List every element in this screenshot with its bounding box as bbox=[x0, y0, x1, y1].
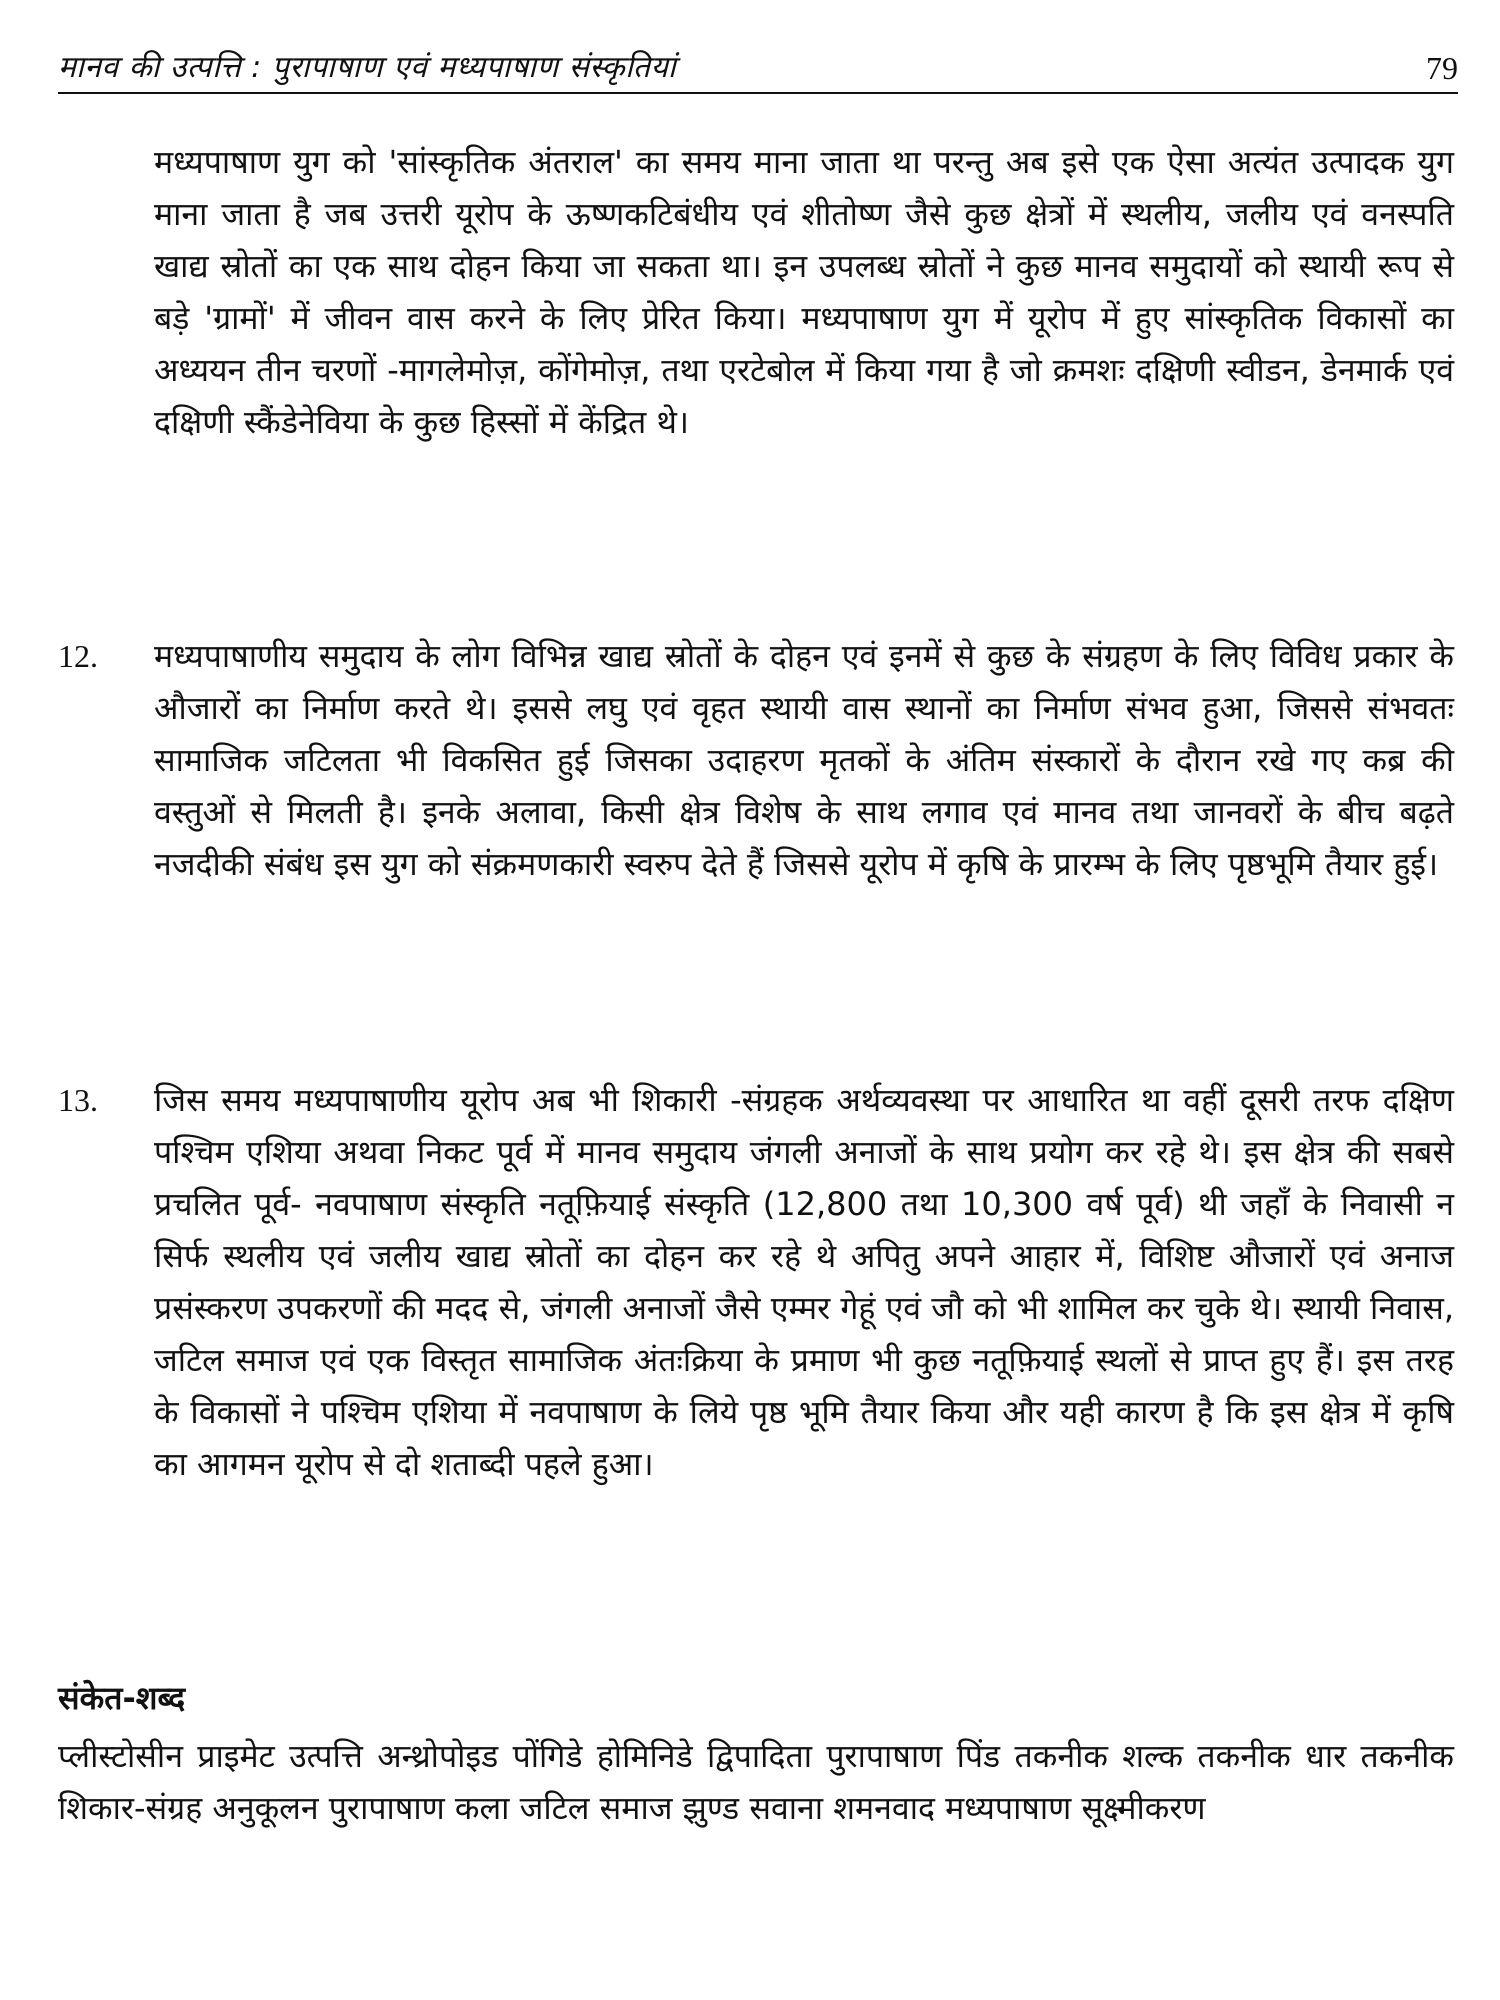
intro-paragraph: मध्यपाषाण युग को 'सांस्कृतिक अंतराल' का समय माना जाता था परन्तु अब इसे एक ऐसा अत्यंत उत्पादक युग माना जाता है जब उत्तरी यूरोप के ऊष्णकटिबंधीय एवं शीतोष्ण जैसे कुछ क्षेत्रों में स्थलीय, जलीय एवं वनस्पति खाद्य स्रोतों का एक साथ दोहन किया जा सकता था। इन उपलब्ध स्रोतों ने कुछ मानव समुदायों को स्थायी रूप से बड़े 'ग्रामों' में जीवन वास करने के लिए प्रेरित किया। मध्यपाषाण युग में यूरोप में हुए सांस्कृतिक विकासों का अध्ययन तीन चरणों -मागलेमोज़, कोंगेमोज़, तथा एरटेबोल में किया गया है जो क्रमशः दक्षिणी स्वीडन, डेनमार्क एवं दक्षिणी स्कैंडेनेविया के कुछ हिस्सों में केंद्रित थे। bbox=[154, 143, 1454, 441]
point-number: 12. bbox=[58, 638, 98, 674]
keywords-list: प्लीस्टोसीन प्राइमेट उत्पत्ति अन्थ्रोपोइड पोंगिडे होमिनिडे द्विपादिता पुरापाषाण पिंड तकनीक शल्क तकनीक धार तकनीक शिकार-संग्रह अनुकूलन पुरापाषाण कला जटिल समाज झुण्ड सवाना शमनवाद मध्यपाषाण सूक्ष्मीकरण bbox=[58, 1737, 1454, 1827]
point-paragraph: जिस समय मध्यपाषाणीय यूरोप अब भी शिकारी -संग्रहक अर्थव्यवस्था पर आधारित था वहीं दूसरी तरफ दक्षिण पश्चिम एशिया अथवा निकट पूर्व में मानव समुदाय जंगली अनाजों के साथ प्रयोग कर रहे थे। इस क्षेत्र की सबसे प्रचलित पूर्व- नवपाषाण संस्कृति नतूफ़ियाई संस्कृति (12,800 तथा 10,300 वर्ष पूर्व) थी जहाँ के निवासी न सिर्फ स्थलीय एवं जलीय खाद्य स्रोतों का दोहन कर रहे थे अपितु अपने आहार में, विशिष्ट औजारों एवं अनाज प्रसंस्करण उपकरणों की मदद से, जंगली अनाजों जैसे एम्मर गेहूं एवं जौ को भी शामिल कर चुके थे। स्थायी निवास, जटिल समाज एवं एक विस्तृत सामाजिक अंतःक्रिया के प्रमाण भी कुछ नतूफ़ियाई स्थलों से प्राप्त हुए हैं। इस तरह के विकासों ने पश्चिम एशिया में नवपाषाण के लिये पृष्ठ भूमि तैयार किया और यही कारण है कि इस क्षेत्र में कृषि का आगमन यूरोप से दो शताब्दी पहले हुआ। bbox=[154, 1081, 1454, 1483]
page-number: 79 bbox=[1426, 50, 1458, 86]
running-title: मानव की उत्पत्ति : पुरापाषाण एवं मध्यपाषाण संस्कृतियां bbox=[58, 50, 677, 85]
page-header bbox=[58, 48, 1458, 94]
point-paragraph: मध्यपाषाणीय समुदाय के लोग विभिन्न खाद्य स्रोतों के दोहन एवं इनमें से कुछ के संग्रहण के लिए विविध प्रकार के औजारों का निर्माण करते थे। इससे लघु एवं वृहत स्थायी वास स्थानों का निर्माण संभव हुआ, जिससे संभवतः सामाजिक जटिलता भी विकसित हुई जिसका उदाहरण मृतकों के अंतिम संस्कारों के दौरान रखे गए कब्र की वस्तुओं से मिलती है। इनके अलावा, किसी क्षेत्र विशेष के साथ लगाव एवं मानव तथा जानवरों के बीच बढ़ते नजदीकी संबंध इस युग को संक्रमणकारी स्वरुप देते हैं जिससे यूरोप में कृषि के प्रारम्भ के लिए पृष्ठभूमि तैयार हुई। bbox=[154, 637, 1454, 883]
keywords-heading: संकेत-शब्द bbox=[58, 1679, 186, 1717]
point-number: 13. bbox=[58, 1082, 98, 1118]
header-divider bbox=[58, 92, 1458, 94]
